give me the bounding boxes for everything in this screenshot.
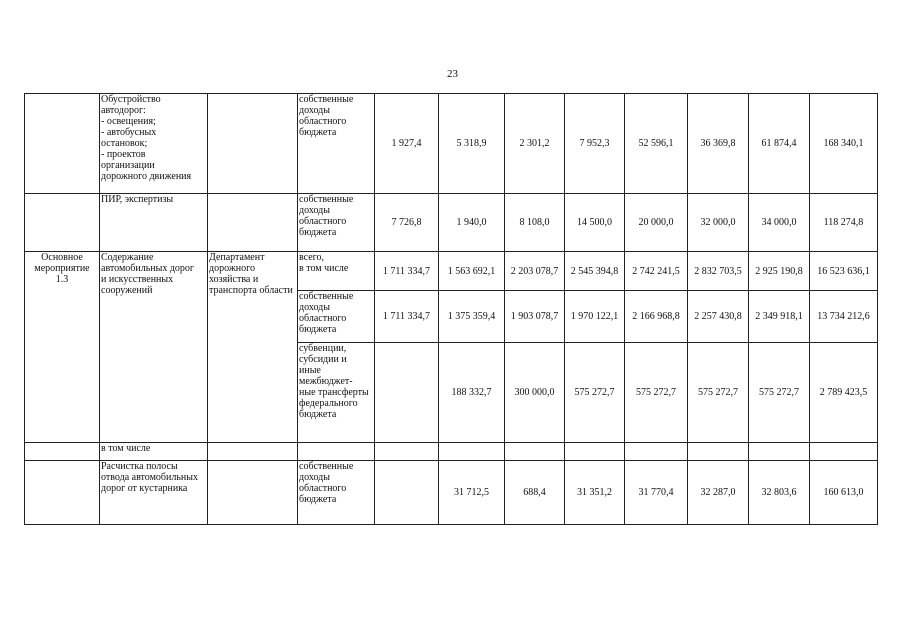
value-cell: [505, 443, 565, 461]
value-cell: 14 500,0: [565, 194, 625, 252]
value-cell: 36 369,8: [688, 94, 749, 194]
value-cell: 1 711 334,7: [375, 291, 439, 343]
value-cell: [565, 443, 625, 461]
value-cell: [625, 443, 688, 461]
value-cell: [375, 343, 439, 443]
value-cell: [375, 461, 439, 525]
executor-cell: [208, 194, 298, 252]
value-cell: 16 523 636,1: [810, 252, 878, 291]
table-row: [25, 443, 878, 461]
activity-cell: [25, 194, 100, 252]
source-cell: собственные доходы областного бюджета: [298, 94, 375, 194]
table-row: [25, 461, 878, 525]
activity-cell: [25, 443, 100, 461]
value-cell: 32 803,6: [749, 461, 810, 525]
value-cell: 61 874,4: [749, 94, 810, 194]
value-cell: 2 349 918,1: [749, 291, 810, 343]
source-cell: собственные доходы областного бюджета: [298, 194, 375, 252]
value-cell: [810, 443, 878, 461]
value-cell: 2 789 423,5: [810, 343, 878, 443]
value-cell: 1 375 359,4: [439, 291, 505, 343]
value-cell: 7 726,8: [375, 194, 439, 252]
value-cell: 118 274,8: [810, 194, 878, 252]
value-cell: 20 000,0: [625, 194, 688, 252]
value-cell: 2 742 241,5: [625, 252, 688, 291]
source-cell: [298, 443, 375, 461]
source-cell: собственные доходы областного бюджета: [298, 291, 375, 343]
value-cell: 1 970 122,1: [565, 291, 625, 343]
activity-cell: Основное мероприятие 1.3: [25, 252, 100, 443]
value-cell: 52 596,1: [625, 94, 688, 194]
value-cell: 7 952,3: [565, 94, 625, 194]
value-cell: [375, 443, 439, 461]
value-cell: 2 166 968,8: [625, 291, 688, 343]
budget-table: [24, 93, 878, 525]
source-cell: субвенции, субсидии и иные межбюджет- ные трансферты федерального бюджета: [298, 343, 375, 443]
value-cell: 2 925 190,8: [749, 252, 810, 291]
value-cell: 2 832 703,5: [688, 252, 749, 291]
executor-cell: [208, 461, 298, 525]
activity-cell: [25, 94, 100, 194]
value-cell: 1 927,4: [375, 94, 439, 194]
value-cell: 168 340,1: [810, 94, 878, 194]
executor-cell: [208, 443, 298, 461]
value-cell: 575 272,7: [625, 343, 688, 443]
value-cell: 1 940,0: [439, 194, 505, 252]
value-cell: [439, 443, 505, 461]
table-row: [25, 94, 878, 194]
value-cell: 575 272,7: [688, 343, 749, 443]
source-cell: всего, в том числе: [298, 252, 375, 291]
value-cell: 2 257 430,8: [688, 291, 749, 343]
value-cell: 34 000,0: [749, 194, 810, 252]
value-cell: 1 903 078,7: [505, 291, 565, 343]
value-cell: [749, 443, 810, 461]
value-cell: 300 000,0: [505, 343, 565, 443]
value-cell: [688, 443, 749, 461]
value-cell: 31 351,2: [565, 461, 625, 525]
table-row: [25, 194, 878, 252]
value-cell: 1 711 334,7: [375, 252, 439, 291]
value-cell: 32 000,0: [688, 194, 749, 252]
value-cell: 31 712,5: [439, 461, 505, 525]
value-cell: 2 545 394,8: [565, 252, 625, 291]
value-cell: 2 301,2: [505, 94, 565, 194]
value-cell: 8 108,0: [505, 194, 565, 252]
source-cell: собственные доходы областного бюджета: [298, 461, 375, 525]
page-number: 23: [447, 68, 458, 80]
name-cell: Содержание автомобильных дорог и искусственных сооружений: [100, 252, 208, 443]
value-cell: 188 332,7: [439, 343, 505, 443]
value-cell: 2 203 078,7: [505, 252, 565, 291]
name-cell: Обустройство автодорог: - освещения; - автобусных остановок; - проектов организации дорожного движения: [100, 94, 208, 194]
activity-cell: [25, 461, 100, 525]
table-row: [25, 252, 878, 291]
value-cell: 5 318,9: [439, 94, 505, 194]
value-cell: 13 734 212,6: [810, 291, 878, 343]
value-cell: 160 613,0: [810, 461, 878, 525]
value-cell: 32 287,0: [688, 461, 749, 525]
value-cell: 575 272,7: [565, 343, 625, 443]
executor-cell: [208, 94, 298, 194]
executor-cell: Департамент дорожного хозяйства и транспорта области: [208, 252, 298, 443]
value-cell: 688,4: [505, 461, 565, 525]
name-cell: Расчистка полосы отвода автомобильных дорог от кустарника: [100, 461, 208, 525]
value-cell: 1 563 692,1: [439, 252, 505, 291]
name-cell: ПИР, экспертизы: [100, 194, 208, 252]
name-cell: в том числе: [100, 443, 208, 461]
value-cell: 575 272,7: [749, 343, 810, 443]
value-cell: 31 770,4: [625, 461, 688, 525]
